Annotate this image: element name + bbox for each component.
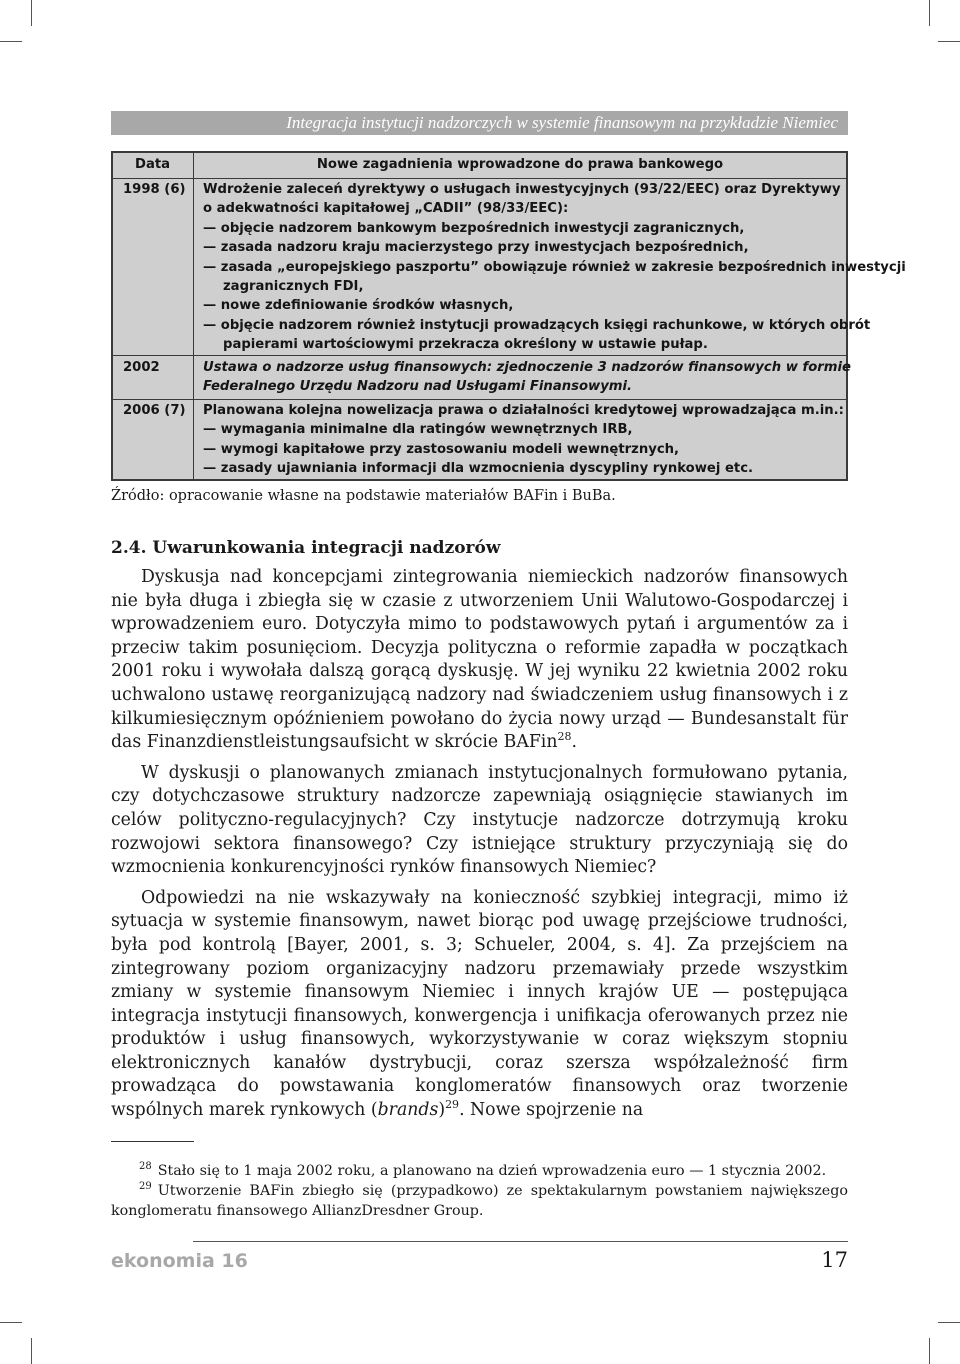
footnote [111, 1181, 848, 1221]
paragraph-text: Dyskusja nad koncepcjami zintegrowania niemieckich nadzorów finansowych nie była długa i zbiegła się w czasie z utworzeniem Unii Walutowo-Gospodarczej i wprowadzeniem euro. Dotyczyła mimo to podstawowych pytań i argumentów za i przeciw takim posunięciom. Decyzja polityczna o reformie zapadła w początkach 2001 roku i wywołała dalszą gorącą dyskusję. W jej wyniku 22 kwietnia 2002 roku uchwalono ustawę reorganizującą nadzory nad świadczeniem usług finansowych i z kilkumiesięcznym opóźnieniem powołano do życia nowy urząd — Bundesanstalt für das Finanzdienstleistungsaufsicht w skrócie BAFin [111, 567, 848, 753]
column-divider [193, 153, 194, 479]
body-text [111, 566, 848, 1123]
crop-mark [929, 1338, 930, 1364]
footnote-number: 29 [139, 1181, 152, 1193]
paragraph-tail: . [571, 732, 577, 753]
section-heading: 2.4. Uwarunkowania integracji nadzorów [111, 538, 501, 558]
row-line: Ustawa o nadzorze usług finansowych: zjednoczenie 3 nadzorów finansowych w formie [203, 360, 851, 375]
row-line: — zasady ujawniania informacji dla wzmocnienia dyscypliny rynkowej etc. [203, 461, 754, 477]
row-divider [113, 355, 846, 356]
row-content [203, 401, 844, 479]
row-line: papierami wartościowymi przekracza określony w ustawie pułap. [223, 337, 708, 353]
row-date: 2006 (7) [123, 403, 186, 418]
row-line: — objęcie nadzorem również instytucji prowadzących księgi rachunkowe, w których obrót [203, 317, 871, 333]
footnote [111, 1161, 848, 1181]
row-line: o adekwatności kapitałowej „CADII” (98/33/EEC): [203, 201, 569, 217]
footer-rule [193, 1241, 848, 1242]
source-note: Źródło: opracowanie własne na podstawie materiałów BAFin i BuBa. [111, 488, 616, 504]
crop-mark [938, 1322, 960, 1323]
page-number: 17 [821, 1248, 848, 1272]
row-line: Planowana kolejna nowelizacja prawa o działalności kredytowej wprowadzająca m.in.: [203, 403, 844, 418]
row-line: — zasada nadzoru kraju macierzystego przy inwestycjach bezpośrednich, [203, 240, 749, 256]
row-content [203, 358, 851, 397]
paragraph-tail: . Nowe spojrzenie na [459, 1100, 644, 1121]
header-date: Data [135, 157, 171, 172]
row-line: zagranicznych FDI, [223, 279, 364, 295]
law-changes-table [111, 151, 906, 481]
crop-mark [31, 0, 32, 26]
footnotes [111, 1161, 848, 1221]
paragraph-punct: ) [438, 1100, 446, 1121]
footnote-number: 28 [139, 1161, 152, 1173]
row-content [203, 180, 906, 355]
table-header [113, 153, 846, 179]
crop-mark [31, 1338, 32, 1364]
running-header: Integracja instytucji nadzorczych w systemie finansowym na przykładzie Niemiec [111, 111, 848, 135]
crop-mark [0, 41, 22, 42]
crop-mark [0, 1322, 22, 1323]
footnote-rule [111, 1141, 194, 1142]
footnote-text: Stało się to 1 maja 2002 roku, a planowano na dzień wprowadzenia euro — 1 stycznia 2002. [157, 1163, 827, 1179]
row-date: 2002 [123, 360, 160, 375]
row-date: 1998 (6) [123, 182, 186, 197]
crop-mark [938, 41, 960, 42]
paragraph [111, 762, 848, 880]
crop-mark [929, 0, 930, 26]
paragraph-text: Odpowiedzi na nie wskazywały na konieczność szybkiej integracji, mimo iż sytuacja w systemie finansowym, nawet biorąc pod uwagę przejściowe trudności, była pod kontrolą [Bayer, 2001, s. 3; Schueler, 2004, s. 4]. Za przejściem na zintegrowany poziom organizacyjny nadzoru przemawiały przede wszystkim zmiany w systemie finansowym Niemiec i innych krajów UE — postępująca integracja instytucji finansowych, konwergencja i unifikacja oferowanych przez nie produktów i usług finansowych, wykorzystywanie w coraz większym stopniu elektronicznych kanałów dystrybucji, coraz szersza współzależność firm prowadząca do powstawania konglomeratów finansowych oraz tworzenie wspólnych marek rynkowych ( [111, 887, 848, 1121]
row-line: Wdrożenie zaleceń dyrektywy o usługach inwestycyjnych (93/22/EEC) oraz Dyrektywy [203, 182, 841, 197]
row-divider [113, 399, 846, 400]
row-line: — wymogi kapitałowe przy zastosowaniu modeli wewnętrznych, [203, 441, 680, 457]
paragraph [111, 887, 848, 1123]
paragraph [111, 566, 848, 755]
row-line: — wymagania minimalne dla ratingów wewnętrznych IRB, [203, 422, 633, 438]
row-line: Federalnego Urzędu Nadzoru nad Usługami Finansowymi. [203, 379, 633, 395]
paragraph-text: W dyskusji o planowanych zmianach instytucjonalnych formułowano pytania, czy dotychczasowe struktury nadzorcze zapewniają osiągnięcie stawianych im celów polityczno-regulacyjnych? Czy instytucje nadzorcze dotrzymują kroku rozwojowi sektora finansowego? Czy istniejące struktury przyczyniają się do wzmocnienia konkurencyjności rynków finansowych Niemiec? [111, 762, 848, 878]
footnote-ref: 29 [445, 1098, 460, 1112]
row-line: — objęcie nadzorem bankowym bezpośrednich inwestycji zagranicznych, [203, 220, 745, 236]
italic-term: brands [377, 1100, 439, 1121]
header-title: Nowe zagadnienia wprowadzone do prawa bankowego [316, 157, 724, 172]
row-line: — nowe zdefiniowanie środków własnych, [203, 298, 514, 314]
row-line: — zasada „europejskiego paszportu” obowiązuje również w zakresie bezpośrednich inwestycji [203, 259, 906, 275]
footnote-ref: 28 [557, 730, 572, 744]
footnote-text: Utworzenie BAFin zbiegło się (przypadkowo) ze spektakularnym powstaniem największego konglomeratu finansowego AllianzDresdner Group. [111, 1183, 848, 1219]
journal-brand: ekonomia 16 [111, 1250, 248, 1272]
